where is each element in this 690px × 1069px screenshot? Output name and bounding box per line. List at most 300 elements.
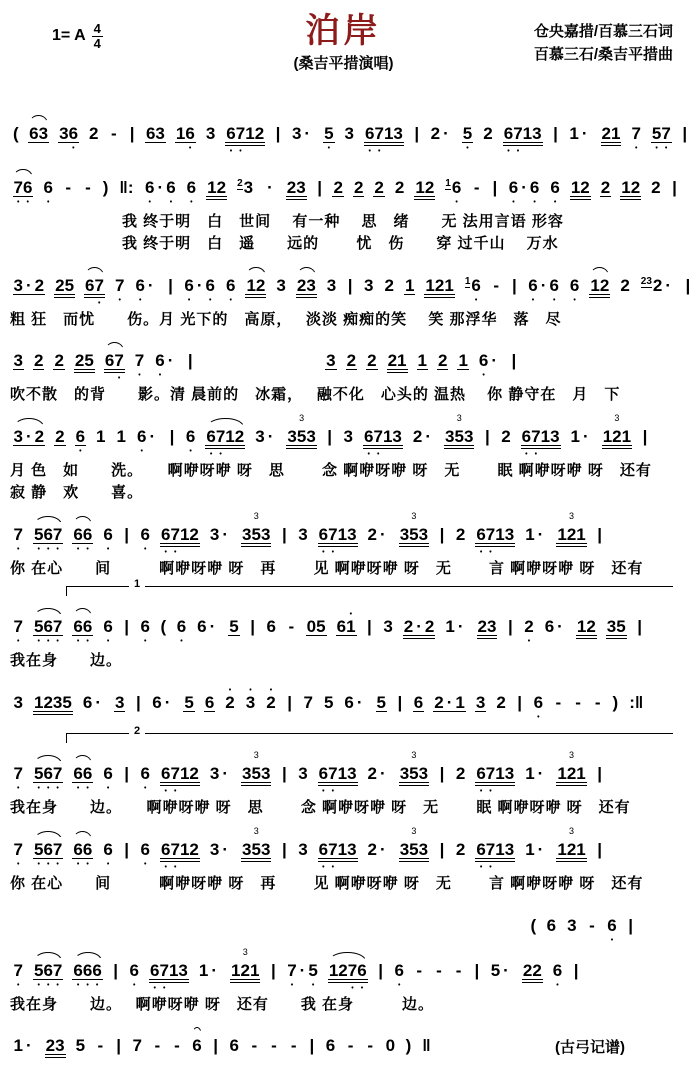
note-group: [104, 351, 125, 383]
note-digit: 1: [525, 764, 535, 783]
barline: |: [317, 178, 322, 197]
barline: |: [129, 124, 135, 143]
barline: |: [124, 617, 130, 637]
note-digit: 6 •: [82, 617, 93, 646]
note-digit: 6 •: [43, 617, 53, 646]
note-digit: 3: [242, 524, 252, 544]
dotted-note-dot: ·: [222, 839, 229, 859]
time-signature-numerator: 4: [93, 21, 101, 36]
octave-down-dot: •: [219, 451, 222, 458]
octave-down-dot: •: [209, 451, 213, 458]
note-digit: 3: [445, 427, 455, 446]
note-digit: 5 •: [462, 124, 473, 152]
note-digit: 3: [243, 178, 254, 197]
note-group: [323, 124, 334, 152]
note-group: [544, 618, 567, 635]
note-group: [399, 765, 429, 786]
octave-down-dot: •: [367, 451, 370, 458]
note-digit: 7 •: [13, 839, 23, 868]
note-group: [241, 841, 271, 862]
lyrics-line: 我在身 边。: [10, 652, 123, 670]
note-digit: 5: [376, 693, 387, 712]
note-group: [33, 524, 63, 553]
note-digit: 6: [546, 915, 557, 935]
note-group: [500, 428, 511, 445]
octave-down-dot: •: [46, 860, 50, 868]
repeat-start-barline: ‖:: [119, 178, 134, 197]
note-digit: 6: [82, 693, 93, 712]
note-group: [367, 841, 390, 858]
note-digit: 3: [344, 124, 355, 143]
octave-down-dot: •: [190, 199, 193, 206]
note-digit: 6: [344, 693, 354, 712]
octave-down-dot: •: [117, 375, 121, 383]
octave-down-dot: •: [106, 638, 110, 646]
note-group: [145, 125, 166, 143]
note-digit: 6: [266, 617, 276, 637]
note-group: [13, 1037, 36, 1054]
octave-down-dot: •: [351, 984, 354, 992]
note-digit: 1: [576, 617, 587, 637]
note-digit: 7 •: [531, 427, 541, 458]
octave-down-dot: •: [479, 548, 483, 556]
note-digit: 0: [306, 617, 317, 637]
note-digit: 3: [504, 524, 515, 544]
note-digit: 3: [463, 427, 474, 446]
note-digit: 3: [59, 124, 69, 143]
note-digit: 6: [413, 693, 424, 712]
dotted-note-dot: ·: [211, 960, 218, 980]
note-digit: 1: [458, 351, 468, 371]
note-digit: 3: [550, 427, 560, 446]
note-group: [601, 125, 622, 146]
octave-down-dot: •: [37, 785, 40, 792]
score-line: [8, 949, 681, 1016]
note-group: [209, 526, 232, 543]
note-group: [437, 352, 448, 370]
note-group: [13, 428, 46, 446]
note-digit: 5: [251, 839, 261, 859]
note-group: [140, 764, 151, 792]
note-digit: 2: [34, 275, 45, 295]
note-digit: 7 •: [328, 839, 338, 871]
note-group: [399, 841, 429, 862]
note-digit: 5 •: [33, 524, 44, 553]
note-digit: 3: [205, 124, 216, 143]
octave-down-dot: •: [489, 788, 492, 795]
note-digit: 6: [325, 1036, 336, 1056]
barline: |: [573, 960, 579, 980]
note-group: [72, 617, 93, 646]
dotted-note-dot: ·: [157, 178, 164, 197]
note-digit: 2: [333, 178, 343, 197]
lyrics-line: 我在身 边。 啊咿呀咿 呀 思 念 啊咿呀咿 呀 无 眠 啊咿呀咿 呀 还有: [10, 799, 631, 816]
octave-down-dot: •: [534, 451, 538, 458]
note-digit: 6 •: [508, 178, 519, 206]
note-group: [53, 352, 64, 370]
barline: |: [597, 839, 603, 859]
barline: |: [484, 427, 490, 446]
note-digit: 6 •: [476, 524, 486, 556]
note-group: [198, 962, 221, 979]
note-digit: 6 •: [82, 839, 93, 868]
note-digit: 3: [487, 617, 497, 637]
note-digit: 3: [242, 764, 252, 783]
note-digit: 2: [346, 351, 357, 371]
note-digit: 7 •: [631, 124, 641, 152]
note-digit: 2: [55, 427, 65, 446]
note-digit: 6 •: [205, 275, 215, 304]
note-group: [13, 178, 34, 206]
octave-down-dot: •: [188, 145, 192, 152]
note-group: [74, 352, 95, 373]
note-digit: 2: [240, 960, 250, 980]
octave-down-dot: •: [118, 296, 121, 304]
time-signature: [92, 22, 103, 50]
sustain-dash: -: [436, 960, 442, 980]
note-digit: 3: [38, 124, 49, 143]
lyricist-credit: 仓央嘉措/百慕三石词: [533, 23, 673, 40]
dotted-note-dot: ·: [425, 427, 432, 446]
note-group: [444, 428, 474, 449]
note-group: [82, 694, 105, 711]
note-digit: 1: [116, 427, 126, 446]
note-digit: 2: [296, 275, 307, 295]
barline: |: [628, 915, 633, 935]
note-digit: 6: [204, 693, 215, 712]
note-digit: 5: [454, 427, 464, 446]
note-digit: 6: [544, 617, 555, 637]
octave-down-dot: •: [516, 148, 520, 155]
note-digit: 7 •: [485, 839, 496, 871]
note-group: [114, 275, 125, 304]
barline: |: [281, 764, 287, 783]
octave-down-dot: •: [466, 145, 469, 152]
barline: |: [275, 124, 281, 143]
dotted-note-dot: ·: [665, 275, 672, 295]
note-group: [417, 352, 428, 370]
dotted-note-dot: ·: [25, 427, 32, 446]
note-digit: 2: [367, 524, 378, 544]
octave-down-dot: •: [322, 548, 325, 556]
barline: |: [439, 839, 445, 859]
note-group: [455, 765, 466, 782]
note-digit: 3: [606, 617, 617, 637]
octave-down-dot: •: [189, 448, 192, 455]
sustain-dash: -: [589, 915, 595, 935]
note-digit: 5: [409, 764, 419, 783]
note-group: [144, 178, 177, 206]
note-digit: 7 •: [328, 524, 338, 556]
note-group: [228, 618, 239, 636]
note-group: [151, 694, 174, 711]
note-digit: 6 •: [150, 960, 160, 992]
melody-line: [8, 166, 681, 211]
octave-down-dot: •: [46, 199, 50, 206]
note-group: [318, 839, 358, 871]
note-digit: 7 •: [13, 617, 23, 646]
note-group: [344, 125, 355, 142]
note-digit: 3: [504, 839, 515, 859]
note-digit: 1: [246, 275, 256, 295]
octave-down-dot: •: [164, 788, 167, 795]
octave-down-dot: •: [556, 981, 559, 989]
barline: |: [414, 124, 420, 143]
barline: |: [327, 427, 333, 446]
note-digit: 7 •: [661, 124, 671, 152]
melody-line: [8, 752, 681, 797]
note-digit: 6: [85, 275, 95, 295]
note-digit: 6 •: [103, 617, 113, 646]
note-group: [366, 352, 377, 370]
note-digit: 3: [260, 839, 271, 859]
dotted-note-dot: ·: [380, 524, 386, 544]
note-group: [620, 179, 641, 200]
note-group: [114, 694, 125, 712]
note-digit: 2: [74, 351, 85, 371]
note-digit: 1: [444, 275, 454, 295]
barline: |: [597, 764, 603, 783]
dotted-note-dot: ·: [25, 1036, 32, 1056]
dotted-note-dot: ·: [209, 617, 216, 637]
note-digit: 1: [13, 1036, 23, 1056]
note-digit: 3: [326, 351, 336, 371]
dotted-note-dot: ·: [446, 693, 453, 712]
octave-down-dot: •: [479, 788, 483, 795]
score-line: [8, 904, 681, 945]
octave-down-dot: •: [37, 981, 40, 989]
sustain-dash: -: [493, 275, 500, 295]
octave-down-dot: •: [158, 372, 162, 380]
note-digit: 6 •: [186, 178, 197, 206]
note-digit: 6 •: [73, 764, 83, 792]
note-group: [403, 618, 436, 639]
octave-down-dot: •: [37, 638, 40, 646]
note-digit: 6 •: [365, 124, 375, 155]
octave-down-dot: •: [95, 981, 99, 989]
note-digit: 6 •: [43, 960, 53, 989]
note-group: [568, 125, 591, 142]
note-digit: 6 •: [451, 178, 462, 206]
note-group: [33, 352, 44, 370]
note-digit: 2: [255, 275, 266, 295]
note-group: [28, 125, 49, 143]
note-digit: 3: [383, 617, 393, 637]
note-digit: 6 •: [550, 178, 560, 206]
note-digit: 1: [576, 524, 586, 544]
note-digit: 6 •: [569, 275, 580, 304]
note-digit: 5: [62, 693, 72, 712]
note-group: [323, 694, 334, 711]
sustain-dash: -: [85, 178, 91, 197]
note-digit: 2: [189, 524, 199, 544]
note-group: [286, 960, 319, 989]
octave-down-dot: •: [106, 785, 110, 792]
dotted-note-dot: ·: [299, 960, 306, 980]
note-digit: 5: [184, 693, 194, 712]
note-group: [576, 618, 597, 639]
octave-down-dot: •: [148, 199, 152, 206]
barline: |: [367, 617, 372, 637]
note-group: [490, 962, 513, 979]
note-digit: 6 •: [22, 178, 33, 206]
note-digit: 6 •: [155, 351, 165, 380]
octave-down-dot: •: [376, 451, 380, 458]
note-digit: 3: [13, 351, 23, 371]
note-group: [296, 277, 317, 298]
octave-down-dot: •: [229, 148, 233, 155]
note-digit: 2: [501, 427, 511, 446]
note-digit: 7 •: [374, 124, 384, 155]
note-group: [72, 960, 102, 989]
octave-up-dot: •: [349, 611, 353, 619]
dotted-note-dot: ·: [222, 764, 229, 783]
octave-down-dot: •: [162, 984, 166, 992]
note-digit: 2: [353, 178, 364, 197]
note-group: [297, 526, 308, 543]
note-digit: 5 •: [33, 839, 44, 868]
note-digit: 7 •: [114, 275, 125, 304]
barline: |: [511, 351, 517, 371]
note-digit: 6 •: [82, 764, 93, 792]
note-digit: 2: [374, 178, 384, 197]
melody-line: [8, 949, 681, 994]
note-digit: 0: [385, 1036, 396, 1056]
score-line: [8, 1024, 681, 1069]
note-digit: 2 •: [524, 617, 534, 646]
note-group: [102, 764, 113, 792]
note-digit: 2: [483, 124, 493, 143]
note-digit: 3: [291, 124, 302, 143]
note-group: [102, 524, 113, 553]
note-group: [464, 275, 482, 304]
octave-down-dot: •: [133, 981, 136, 989]
note-digit: 3: [13, 427, 23, 446]
note-digit: 5: [75, 1036, 86, 1056]
note-digit: 3: [298, 524, 308, 544]
octave-down-dot: •: [331, 863, 335, 871]
note-digit: 6 •: [318, 839, 329, 871]
octave-down-dot: •: [512, 199, 515, 206]
barline: |: [270, 960, 276, 980]
note-digit: 3: [209, 764, 220, 783]
barline: |: [597, 524, 603, 544]
note-digit: 3: [504, 764, 515, 783]
note-digit: 7 •: [170, 524, 180, 556]
note-digit: 3: [298, 839, 308, 859]
note-digit: 6 •: [73, 960, 83, 989]
note-group: [552, 960, 563, 989]
note-group: [602, 428, 632, 449]
dotted-note-dot: ·: [521, 178, 527, 197]
note-digit: 6 •: [68, 124, 79, 152]
note-digit: 6 •: [185, 427, 196, 455]
note-group: [503, 124, 543, 155]
note-digit: 1: [198, 960, 209, 980]
note-digit: 3: [364, 275, 374, 295]
note-group: [524, 526, 547, 543]
note-group: [266, 618, 277, 635]
note-group: [387, 352, 408, 373]
octave-down-dot: •: [56, 545, 59, 553]
dotted-note-dot: ·: [147, 275, 154, 295]
note-digit: 2: [612, 427, 622, 446]
note-digit: 6: [192, 1036, 202, 1056]
note-digit: 2: [43, 693, 53, 712]
octave-down-dot: •: [479, 863, 483, 871]
parenthesis: (: [160, 617, 167, 637]
octave-down-dot: •: [153, 984, 156, 992]
note-digit: 6 •: [135, 275, 145, 304]
note-digit: 7 •: [215, 427, 226, 458]
note-digit: 2: [496, 693, 506, 712]
note-digit: 2: [434, 275, 445, 295]
note-group: [363, 277, 374, 294]
sustain-dash: -: [473, 178, 480, 197]
note-digit: 2: [412, 427, 423, 446]
note-group: [204, 694, 215, 712]
note-digit: 6 •: [206, 427, 216, 458]
barline: |: [169, 427, 175, 446]
barline: |: [124, 524, 130, 544]
note-group: [175, 124, 196, 152]
octave-down-dot: •: [655, 145, 658, 152]
note-digit: 5 •: [651, 124, 662, 152]
note-digit: 7 •: [347, 960, 358, 992]
note-digit: 7 •: [485, 524, 496, 556]
octave-down-dot: •: [79, 448, 82, 455]
octave-down-dot: •: [331, 788, 335, 795]
note-digit: 3: [114, 693, 125, 712]
note-digit: 6 •: [43, 178, 53, 206]
note-digit: 6 •: [73, 617, 83, 646]
score-line: [8, 828, 681, 895]
volta-number: 1: [129, 578, 145, 590]
note-digit: 6: [145, 124, 156, 143]
note-digit: 2: [532, 960, 542, 980]
note-digit: 7 •: [94, 275, 104, 307]
credits: [534, 20, 673, 67]
note-digit: 7 •: [170, 839, 180, 871]
lyrics-line: 粗 狂 而忧 伤。月 光下的 高原， 淡淡 痴痴的笑 笑 那浮华 落 尽: [10, 310, 562, 328]
note-group: [455, 841, 466, 858]
note-digit: 7 •: [52, 960, 63, 989]
score-line: [8, 681, 681, 743]
dotted-note-dot: ·: [267, 427, 274, 446]
note-digit: 6 •: [478, 351, 489, 380]
note-digit: 3: [326, 275, 337, 295]
octave-down-dot: •: [76, 545, 80, 553]
parenthesis: (: [530, 915, 537, 935]
note-digit: 6 •: [471, 275, 481, 304]
octave-down-dot: •: [140, 448, 143, 455]
note-group: [54, 277, 75, 298]
grace-note: 2: [237, 178, 243, 189]
octave-down-dot: •: [173, 788, 177, 795]
octave-down-dot: •: [86, 860, 89, 868]
note-digit: 2: [601, 124, 611, 143]
note-digit: 6 •: [145, 178, 155, 206]
note-digit: 1: [404, 275, 415, 295]
octave-down-dot: •: [290, 981, 294, 989]
note-digit: 3: [418, 839, 429, 859]
note-group: [306, 618, 327, 636]
note-group: [13, 694, 24, 711]
barline: |: [637, 617, 642, 637]
note-digit: 6 •: [103, 764, 113, 792]
dotted-note-dot: ·: [25, 275, 32, 295]
note-group: [72, 764, 93, 792]
